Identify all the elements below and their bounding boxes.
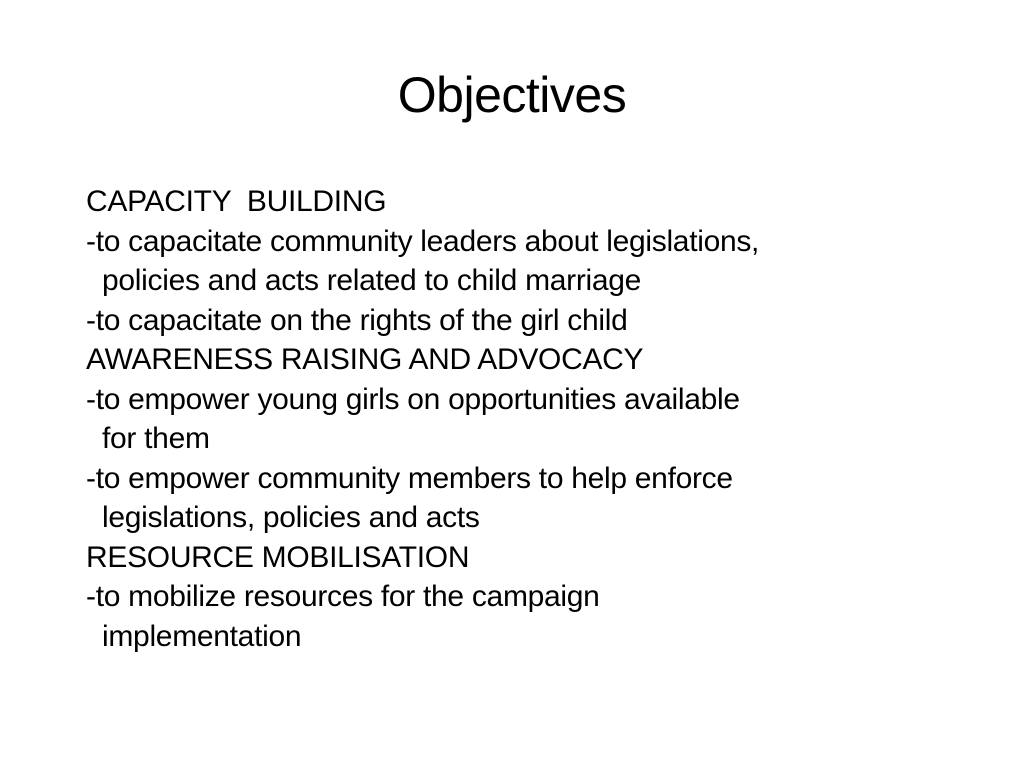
slide-body [86, 182, 986, 656]
section-heading-awareness: AWARENESS RAISING AND ADVOCACY [86, 343, 644, 376]
objective-line-continuation: legislations, policies and acts [102, 501, 480, 534]
objective-line: -to empower community members to help enforce [86, 461, 733, 495]
section-heading-resource-mobilisation: RESOURCE MOBILISATION [86, 540, 470, 574]
objective-line-continuation: for them [102, 422, 210, 455]
objective-line: -to empower young girls on opportunities available [86, 382, 740, 416]
objective-line: -to capacitate community leaders about legislations, [86, 224, 760, 258]
objective-line-continuation: implementation [102, 619, 302, 653]
slide-title: Objectives [397, 67, 627, 123]
objective-line-continuation: policies and acts related to child marriage [102, 264, 642, 297]
section-heading-capacity-building: CAPACITY BUILDING [86, 185, 387, 218]
objective-line: -to mobilize resources for the campaign [86, 580, 600, 613]
objective-line: -to capacitate on the rights of the girl child [86, 303, 628, 337]
